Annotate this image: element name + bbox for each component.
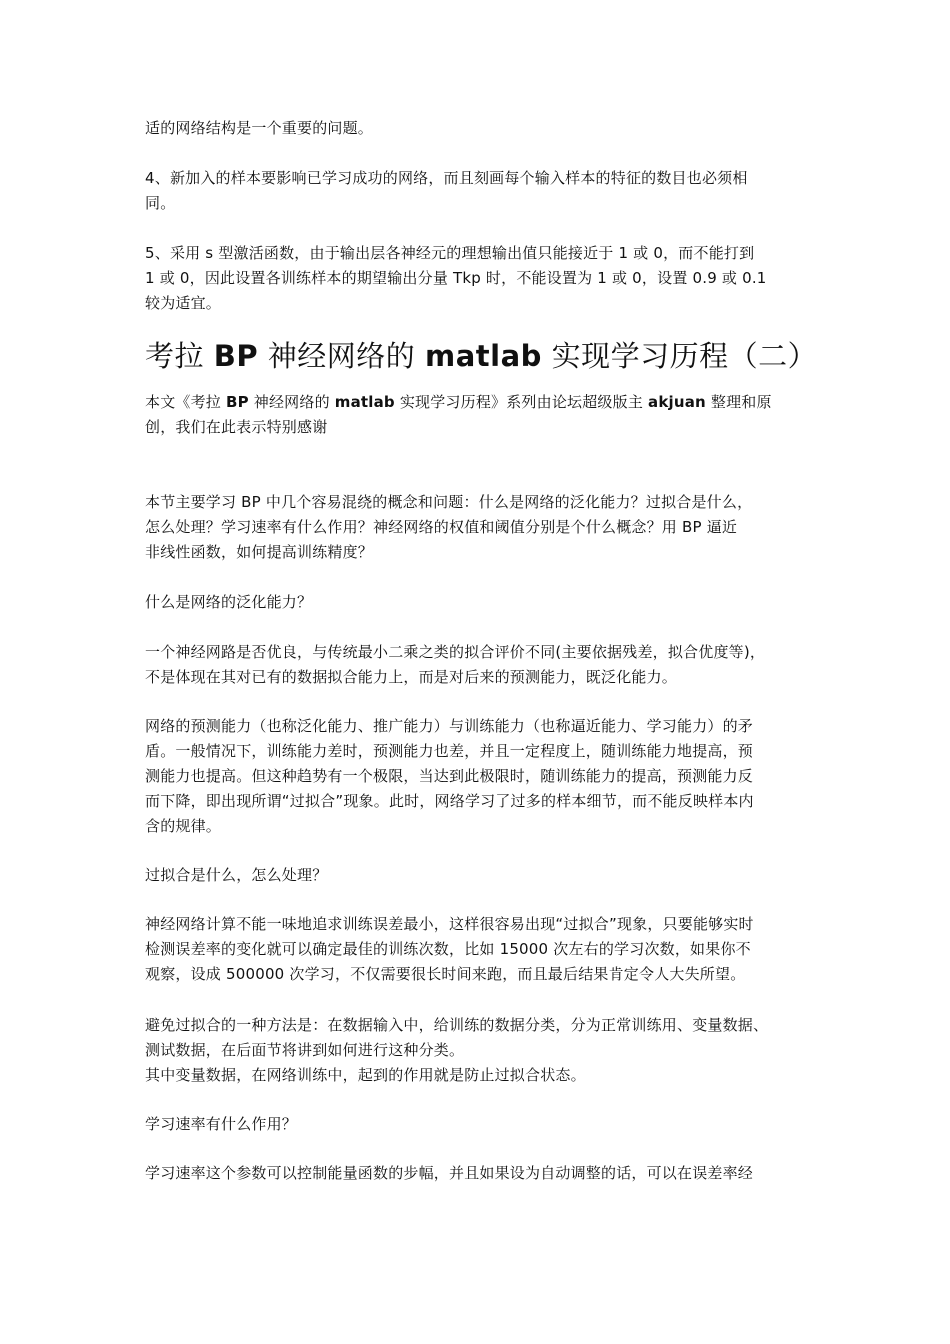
text-line: 过拟合是什么，怎么处理？ (145, 866, 328, 884)
heading-bp: BP (213, 339, 259, 373)
text-line: 怎么处理？学习速率有什么作用？神经网络的权值和阈值分别是个什么概念？用 BP 逼近 (145, 518, 738, 536)
text-line: 盾。一般情况下，训练能力差时，预测能力也差，并且一定程度上，随训练能力地提高，预 (145, 742, 754, 760)
question-learning-rate (145, 1112, 810, 1137)
paragraph-point-5 (145, 241, 810, 316)
text-line: 其中变量数据，在网络训练中，起到的作用就是防止过拟合状态。 (145, 1066, 586, 1084)
paragraph-learning-rate (145, 1161, 810, 1186)
text-line: 而下降，即出现所谓“过拟合”现象。此时，网络学习了过多的样本细节，而不能反映样本内 (145, 792, 754, 810)
intro-matlab: matlab (334, 393, 395, 411)
section-heading (145, 336, 825, 376)
paragraph-avoid-overfitting (145, 1013, 810, 1088)
text-line: 5、采用 s 型激活函数，由于输出层各神经元的理想输出值只能接近于 1 或 0，而不能打到 (145, 244, 755, 262)
paragraph-section-overview (145, 490, 810, 565)
text-line: 同。 (145, 194, 176, 212)
text-line: 学习速率这个参数可以控制能量函数的步幅，并且如果设为自动调整的话，可以在误差率经 (145, 1164, 754, 1182)
heading-text: 神经网络的 (258, 339, 426, 373)
text-line: 4、新加入的样本要影响已学习成功的网络，而且刻画每个输入样本的特征的数目也必须相 (145, 169, 748, 187)
text-line: 检测误差率的变化就可以确定最佳的训练次数，比如 15000 次左右的学习次数，如果你不 (145, 940, 751, 958)
text-line: 网络的预测能力（也称泛化能力、推广能力）与训练能力（也称逼近能力、学习能力）的矛 (145, 717, 754, 735)
text-line: 较为适宜。 (145, 294, 222, 312)
text-line: 创，我们在此表示特别感谢 (145, 418, 328, 436)
text-line: 测能力也提高。但这种趋势有一个极限，当达到此极限时，随训练能力的提高，预测能力反 (145, 767, 754, 785)
question-overfitting (145, 863, 810, 888)
text-line: 测试数据，在后面节将讲到如何进行这种分类。 (145, 1041, 465, 1059)
text-line: 含的规律。 (145, 817, 222, 835)
text-line: 避免过拟合的一种方法是：在数据输入中，给训练的数据分类，分为正常训练用、变量数据、 (145, 1016, 769, 1034)
intro-text: 本文《考拉 (145, 393, 226, 411)
intro-author: akjuan (648, 393, 706, 411)
intro-bp: BP (225, 393, 249, 411)
text-line: 神经网络计算不能一味地追求训练误差最小，这样很容易出现“过拟合”现象，只要能够实时 (145, 915, 754, 933)
paragraph-intro-credit (145, 390, 810, 440)
text-line: 适的网络结构是一个重要的问题。 (145, 119, 374, 137)
paragraph-point-4 (145, 166, 810, 216)
paragraph-overfitting (145, 912, 810, 987)
paragraph-network-structure (145, 116, 810, 141)
intro-text: 实现学习历程》系列由论坛超级版主 (394, 393, 648, 411)
text-line: 不是体现在其对已有的数据拟合能力上，而是对后来的预测能力，既泛化能力。 (145, 668, 678, 686)
heading-text: 实现学习历程（二） (541, 339, 818, 373)
intro-text: 整理和原 (705, 393, 772, 411)
text-line: 一个神经网路是否优良，与传统最小二乘之类的拟合评价不同(主要依据残差，拟合优度等)， (145, 643, 766, 661)
text-line: 本节主要学习 BP 中几个容易混绕的概念和问题：什么是网络的泛化能力？过拟合是什么， (145, 493, 753, 511)
text-line: 学习速率有什么作用？ (145, 1115, 298, 1133)
paragraph-generalization (145, 640, 810, 690)
question-generalization (145, 590, 810, 615)
text-line: 什么是网络的泛化能力？ (145, 593, 313, 611)
text-line: 非线性函数，如何提高训练精度？ (145, 543, 374, 561)
text-line: 1 或 0，因此设置各训练样本的期望输出分量 Tkp 时，不能设置为 1 或 0，设置 0.9 或 0.1 (145, 269, 767, 287)
text-line (145, 390, 810, 415)
paragraph-prediction-vs-training (145, 714, 810, 839)
heading-matlab: matlab (425, 339, 542, 373)
text-line: 观察，设成 500000 次学习，不仅需要很长时间来跑，而且最后结果肯定令人大失所望。 (145, 965, 746, 983)
heading-text: 考拉 (145, 339, 214, 373)
intro-text: 神经网络的 (248, 393, 335, 411)
